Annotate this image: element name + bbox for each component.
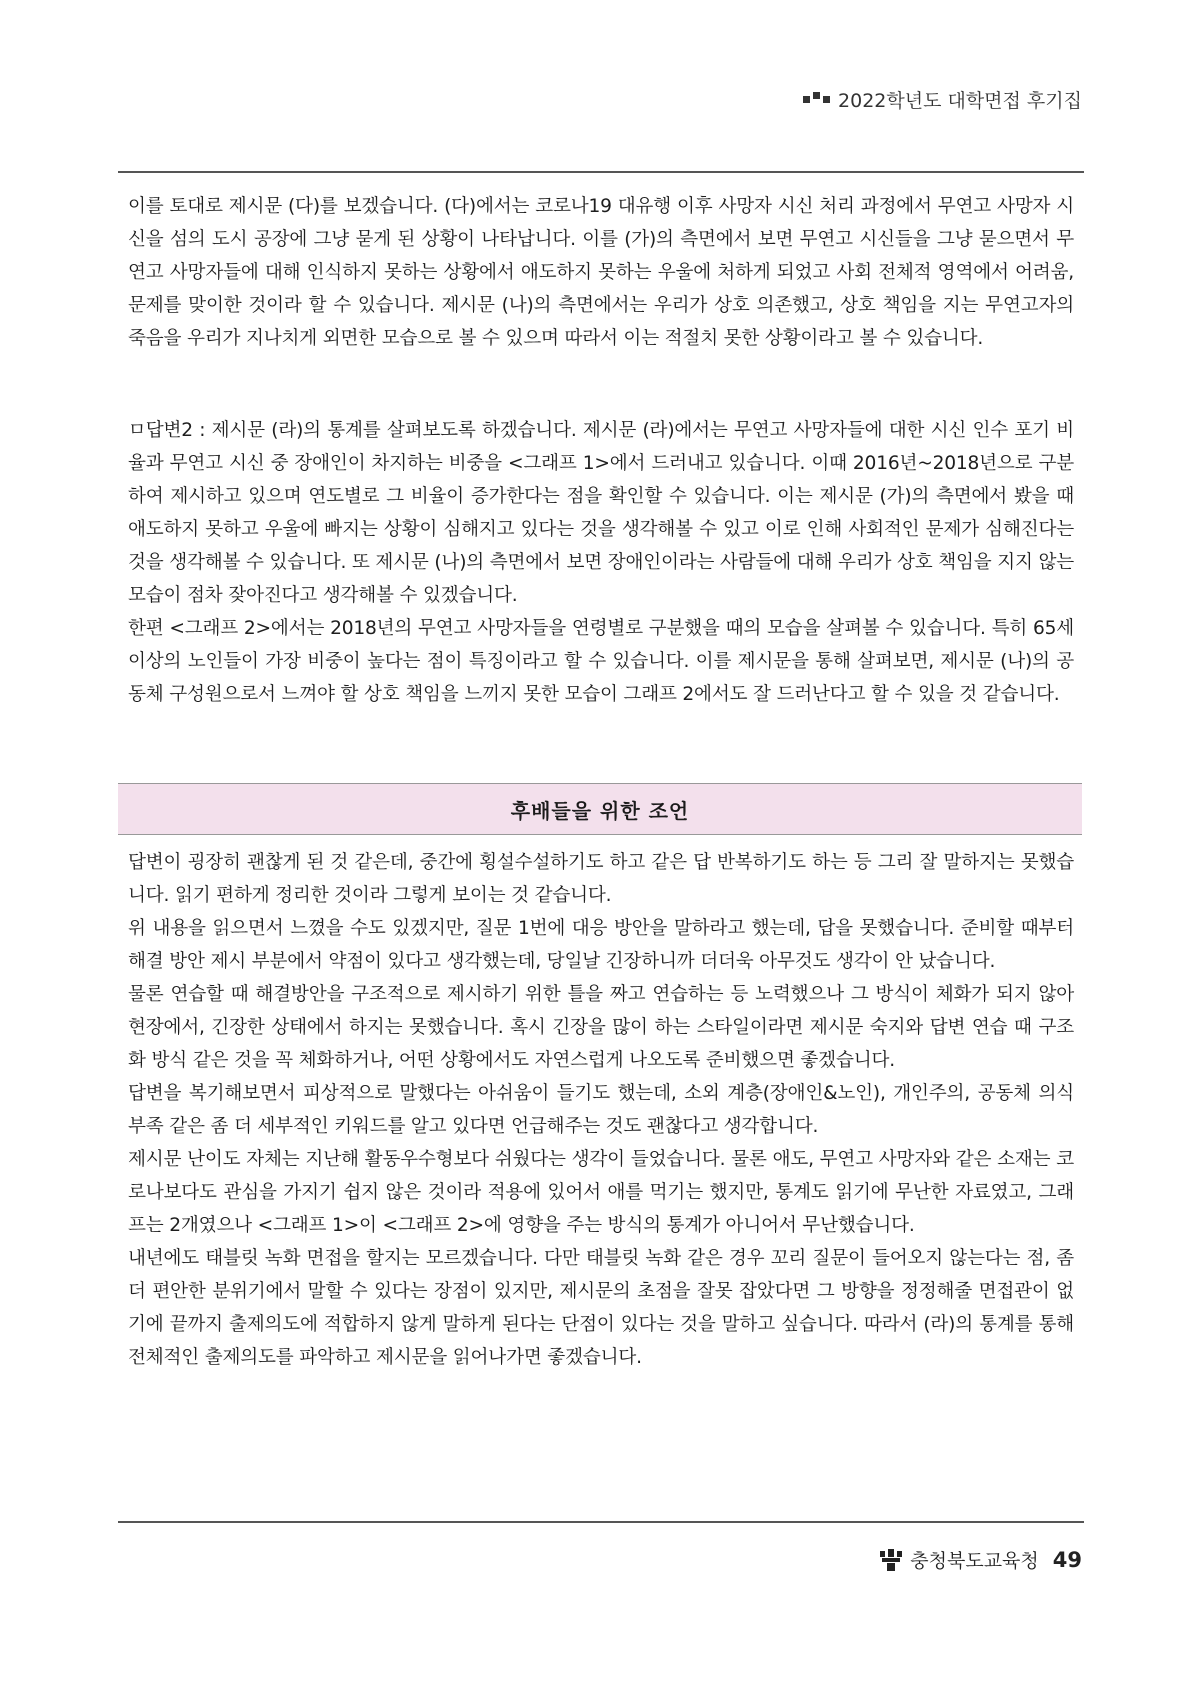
footer-org: 충청북도교육청 (910, 1550, 1039, 1572)
section-title: 후배들을 위한 조언 (118, 783, 1082, 835)
answer-block-2 (128, 414, 1074, 711)
paragraph: 물론 연습할 때 해결방안을 구조적으로 제시하기 위한 틀을 짜고 연습하는 등 노력했으나 그 방식이 체화가 되지 않아 현장에서, 긴장한 상태에서 하지는 못했습니다. 혹시 긴장을 많이 하는 스타일이라면 제시문 숙지와 답변 연습 때 구조화 방식 같은 것을 꼭 체화하거나, 어떤 상황에서도 자연스럽게 나오도록 준비했으면 좋겠습니다. (128, 984, 1074, 1071)
running-header (0, 86, 1082, 113)
page-number: 49 (1052, 1547, 1082, 1572)
paragraph: 답변이 굉장히 괜찮게 된 것 같은데, 중간에 횡설수설하기도 하고 같은 답 반복하기도 하는 등 그리 잘 말하지는 못했습니다. 읽기 편하게 정리한 것이라 그렇게 보이는 것 같습니다. (128, 852, 1074, 906)
header-squares-icon (803, 96, 830, 103)
paragraph: ㅁ답변2 : 제시문 (라)의 통계를 살펴보도록 하겠습니다. 제시문 (라)에서는 무연고 사망자들에 대한 시신 인수 포기 비율과 무연고 시신 중 장애인이 차지하는 비중을 <그래프 1>에서 드러내고 있습니다. 이때 2016년~2018년으로 구분하여 제시하고 있으며 연도별로 그 비율이 증가한다는 점을 확인할 수 있습니다. 이는 제시문 (가)의 측면에서 봤을 때 애도하지 못하고 우울에 빠지는 상황이 심해지고 있다는 것을 생각해볼 수 있고 이로 인해 사회적인 문제가 심해진다는 것을 생각해볼 수 있습니다. 또 제시문 (나)의 측면에서 보면 장애인이라는 사람들에 대해 우리가 상호 책임을 지지 않는 모습이 점차 잦아진다고 생각해볼 수 있겠습니다. (128, 420, 1074, 606)
education-office-logo-icon (878, 1548, 904, 1572)
top-divider (118, 171, 1084, 173)
answer-block-1 (128, 190, 1074, 355)
paragraph: 내년에도 태블릿 녹화 면접을 할지는 모르겠습니다. 다만 태블릿 녹화 같은 경우 꼬리 질문이 들어오지 않는다는 점, 좀 더 편안한 분위기에서 말할 수 있다는 장점이 있지만, 제시문의 초점을 잘못 잡았다면 그 방향을 정정해줄 면접관이 없기에 끝까지 출제의도에 적합하지 않게 말하게 된다는 단점이 있다는 것을 말하고 싶습니다. 따라서 (라)의 통계를 통해 전체적인 출제의도를 파악하고 제시문을 읽어나가면 좋겠습니다. (128, 1248, 1074, 1368)
paragraph: 한편 <그래프 2>에서는 2018년의 무연고 사망자들을 연령별로 구분했을 때의 모습을 살펴볼 수 있습니다. 특히 65세 이상의 노인들이 가장 비중이 높다는 점이 특징이라고 할 수 있습니다. 이를 제시문을 통해 살펴보면, 제시문 (나)의 공동체 구성원으로서 느껴야 할 상호 책임을 느끼지 못한 모습이 그래프 2에서도 잘 드러난다고 할 수 있을 것 같습니다. (128, 618, 1074, 705)
paragraph: 답변을 복기해보면서 피상적으로 말했다는 아쉬움이 들기도 했는데, 소외 계층(장애인&노인), 개인주의, 공동체 의식 부족 같은 좀 더 세부적인 키워드를 알고 있다면 언급해주는 것도 괜찮다고 생각합니다. (128, 1083, 1074, 1137)
header-title: 2022학년도 대학면접 후기집 (838, 90, 1082, 112)
advice-block (128, 846, 1074, 1374)
paragraph: 위 내용을 읽으면서 느꼈을 수도 있겠지만, 질문 1번에 대응 방안을 말하라고 했는데, 답을 못했습니다. 준비할 때부터 해결 방안 제시 부분에서 약점이 있다고 생각했는데, 당일날 긴장하니까 더더욱 아무것도 생각이 안 났습니다. (128, 918, 1074, 972)
paragraph: 제시문 난이도 자체는 지난해 활동우수형보다 쉬웠다는 생각이 들었습니다. 물론 애도, 무연고 사망자와 같은 소재는 코로나보다도 관심을 가지기 쉽지 않은 것이라 적용에 있어서 애를 먹기는 했지만, 통계도 읽기에 무난한 자료였고, 그래프는 2개였으나 <그래프 1>이 <그래프 2>에 영향을 주는 방식의 통계가 아니어서 무난했습니다. (128, 1149, 1074, 1236)
paragraph: 이를 토대로 제시문 (다)를 보겠습니다. (다)에서는 코로나19 대유행 이후 사망자 시신 처리 과정에서 무연고 사망자 시신을 섬의 도시 공장에 그냥 묻게 된 상황이 나타납니다. 이를 (가)의 측면에서 보면 무연고 시신들을 그냥 묻으면서 무연고 사망자들에 대해 인식하지 못하는 상황에서 애도하지 못하는 우울에 처하게 되었고 사회 전체적 영역에서 어려움, 문제를 맞이한 것이라 할 수 있습니다. 제시문 (나)의 측면에서는 우리가 상호 의존했고, 상호 책임을 지는 무연고자의 죽음을 우리가 지나치게 외면한 모습으로 볼 수 있으며 따라서 이는 적절치 못한 상황이라고 볼 수 있습니다. (128, 196, 1074, 349)
bottom-divider (118, 1521, 1084, 1523)
page-footer (0, 1546, 1082, 1573)
